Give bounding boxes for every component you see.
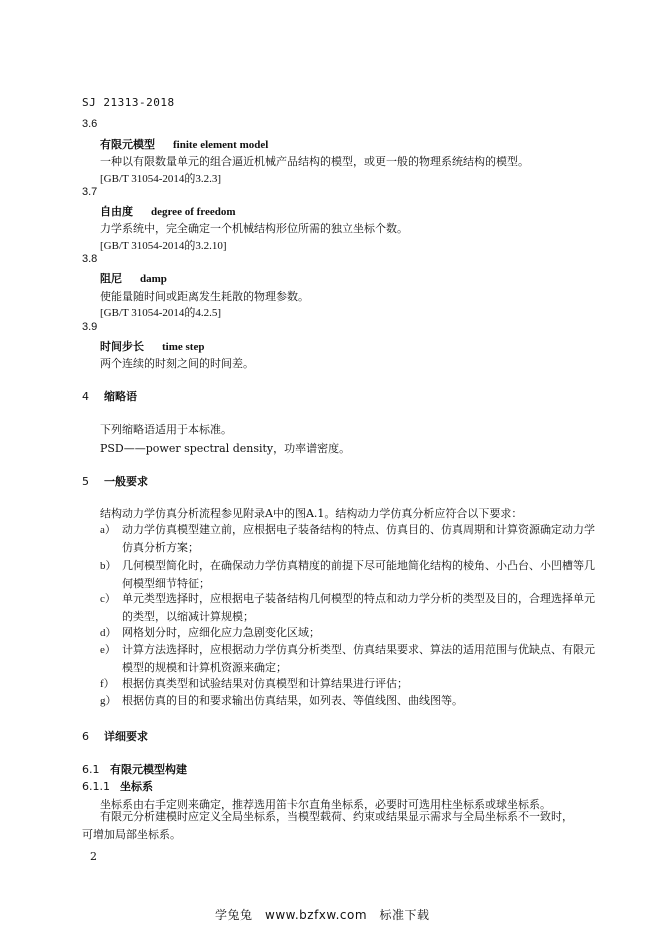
list-item-text: 网格划分时，应细化应力急剧变化区域； (122, 626, 320, 639)
term-en: finite element model (173, 139, 269, 151)
term-number: 3.9 (82, 321, 98, 333)
section-title: 一般要求 (104, 475, 148, 488)
list-item (100, 641, 600, 677)
list-item (100, 521, 600, 557)
term-number: 3.6 (82, 118, 98, 130)
term-definition: 两个连续的时刻之间的时间差。 (100, 357, 254, 370)
section-intro: 下列缩略语适用于本标准。 (100, 423, 232, 436)
section-number: 6 (82, 730, 89, 743)
list-item-text: 单元类型选择时，应根据电子装备结构几何模型的特点和动力学分析的类型及目的，合理选择单元的类型，以缩减计算规模； (122, 592, 595, 623)
subsection-number: 6.1 (82, 763, 100, 776)
page-number: 2 (90, 850, 97, 863)
section-heading-6 (82, 728, 148, 744)
section-title: 详细要求 (104, 730, 148, 743)
site-watermark: 学兔兔 www.bzfxw.com 标准下载 (215, 908, 430, 922)
term-reference: [GB/T 31054-2014的3.2.10] (100, 240, 227, 252)
abbreviation-entry: PSD——power spectral density，功率谱密度。 (100, 442, 351, 455)
list-item-text: 几何模型简化时，在确保动力学仿真精度的前提下尽可能地简化结构的棱角、小凸台、小凹槽等几何模型细节特征； (122, 559, 595, 590)
list-item (100, 557, 600, 593)
term-en: time step (162, 341, 205, 353)
list-item-label: g） (100, 695, 117, 707)
list-item (100, 675, 600, 693)
term-en: degree of freedom (151, 206, 236, 218)
term-title (100, 338, 204, 354)
list-item-label: e） (100, 644, 116, 656)
section-heading-4 (82, 388, 137, 404)
list-item-label: c） (100, 593, 116, 605)
section-heading-5 (82, 473, 148, 489)
term-title (100, 136, 268, 152)
paragraph: 坐标系由右手定则来确定，推荐选用笛卡尔直角坐标系，必要时可选用柱坐标系或球坐标系。 (100, 798, 551, 811)
list-item (100, 590, 600, 626)
term-zh: 阻尼 (100, 272, 122, 285)
section-intro: 结构动力学仿真分析流程参见附录A中的图A.1。结构动力学仿真分析应符合以下要求： (100, 507, 523, 520)
list-item (100, 624, 600, 642)
subsection-heading-6-1 (82, 761, 187, 777)
subsection-number: 6.1.1 (82, 780, 110, 793)
term-definition: 一种以有限数量单元的组合逼近机械产品结构的模型，或更一般的物理系统结构的模型。 (100, 155, 529, 168)
list-item-label: f） (100, 678, 115, 690)
paragraph: 有限元分析建模时应定义全局坐标系，当模型载荷、约束或结果显示需求与全局坐标系不一致时，可增加局部坐标系。 (82, 810, 573, 841)
list-item (100, 692, 600, 710)
subsection-heading-6-1-1 (82, 778, 153, 794)
term-title (100, 270, 167, 286)
term-en: damp (140, 273, 167, 285)
term-zh: 时间步长 (100, 340, 144, 353)
list-item-label: a） (100, 524, 116, 536)
term-zh: 自由度 (100, 205, 133, 218)
list-item-label: b） (100, 560, 117, 572)
term-definition: 使能量随时间或距离发生耗散的物理参数。 (100, 290, 309, 303)
subsection-title: 坐标系 (120, 780, 153, 793)
standard-number: SJ 21313-2018 (82, 96, 175, 109)
section-title: 缩略语 (104, 390, 137, 403)
term-zh: 有限元模型 (100, 138, 155, 151)
list-item-text: 动力学仿真模型建立前，应根据电子装备结构的特点、仿真目的、仿真周期和计算资源确定动力学仿真分析方案； (122, 523, 595, 554)
section-number: 5 (82, 475, 89, 488)
subsection-title: 有限元模型构建 (110, 763, 187, 776)
term-title (100, 203, 236, 219)
list-item-label: d） (100, 627, 117, 639)
list-item-text: 根据仿真的目的和要求输出仿真结果，如列表、等值线图、曲线图等。 (122, 694, 463, 707)
term-definition: 力学系统中，完全确定一个机械结构形位所需的独立坐标个数。 (100, 222, 408, 235)
list-item-text: 根据仿真类型和试验结果对仿真模型和计算结果进行评估； (122, 677, 408, 690)
term-reference: [GB/T 31054-2014的3.2.3] (100, 173, 222, 185)
term-number: 3.8 (82, 253, 98, 265)
term-reference: [GB/T 31054-2014的4.2.5] (100, 307, 222, 319)
section-number: 4 (82, 390, 89, 403)
term-number: 3.7 (82, 186, 98, 198)
list-item-text: 计算方法选择时，应根据动力学仿真分析类型、仿真结果要求、算法的适用范围与优缺点、有限元模型的规模和计算机资源来确定； (122, 643, 595, 674)
